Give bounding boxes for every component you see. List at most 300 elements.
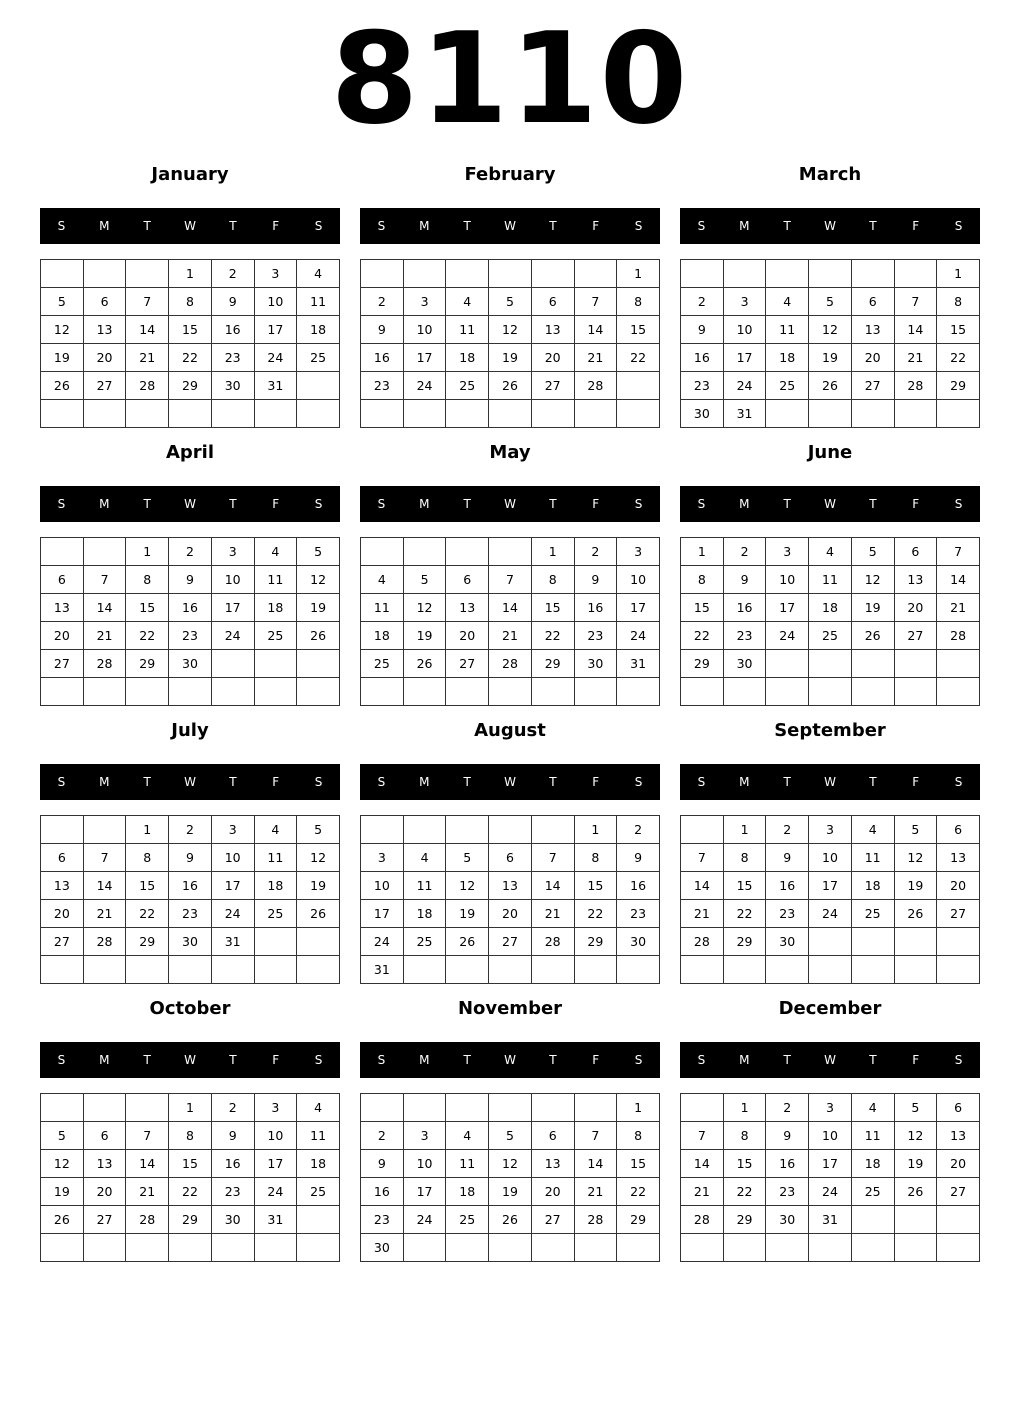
weekday-header xyxy=(360,1042,660,1078)
week-row xyxy=(41,372,340,400)
day-cell: 28 xyxy=(83,650,126,678)
day-cell: 30 xyxy=(361,1234,404,1262)
day-cell: 29 xyxy=(723,928,766,956)
day-cell: 12 xyxy=(851,566,894,594)
day-cell: 11 xyxy=(403,872,446,900)
day-cell: 26 xyxy=(894,900,937,928)
day-cell: 13 xyxy=(41,872,84,900)
day-cell: 28 xyxy=(531,928,574,956)
day-cell: 27 xyxy=(83,1206,126,1234)
day-cell: 20 xyxy=(446,622,489,650)
day-cell: 26 xyxy=(297,622,340,650)
day-cell: 2 xyxy=(361,288,404,316)
day-cell: 6 xyxy=(851,288,894,316)
day-cell: 30 xyxy=(169,650,212,678)
day-cell: 30 xyxy=(169,928,212,956)
day-cell: 23 xyxy=(211,1178,254,1206)
day-grid xyxy=(40,815,340,984)
week-row xyxy=(681,678,980,706)
day-cell: 26 xyxy=(851,622,894,650)
day-cell xyxy=(851,400,894,428)
day-cell: 24 xyxy=(403,372,446,400)
day-cell: 25 xyxy=(446,1206,489,1234)
day-cell xyxy=(126,1234,169,1262)
day-cell xyxy=(361,400,404,428)
day-cell xyxy=(937,400,980,428)
week-row xyxy=(361,928,660,956)
day-cell: 7 xyxy=(126,288,169,316)
day-cell: 29 xyxy=(681,650,724,678)
day-cell: 15 xyxy=(937,316,980,344)
day-cell: 9 xyxy=(723,566,766,594)
day-cell: 16 xyxy=(723,594,766,622)
weekday-label: S xyxy=(314,219,323,233)
weekday-label: W xyxy=(184,1053,196,1067)
day-cell xyxy=(403,1234,446,1262)
day-cell: 4 xyxy=(297,1094,340,1122)
day-cell: 26 xyxy=(297,900,340,928)
day-cell: 13 xyxy=(531,1150,574,1178)
day-cell xyxy=(169,956,212,984)
weekday-label: M xyxy=(99,497,110,511)
week-row xyxy=(361,400,660,428)
day-cell: 16 xyxy=(766,872,809,900)
weekday-label: S xyxy=(634,219,643,233)
week-row xyxy=(361,372,660,400)
day-cell xyxy=(894,260,937,288)
day-cell xyxy=(489,538,532,566)
day-cell xyxy=(809,678,852,706)
day-cell: 18 xyxy=(446,344,489,372)
day-cell: 20 xyxy=(489,900,532,928)
weekday-label: T xyxy=(869,219,877,233)
day-cell: 20 xyxy=(41,622,84,650)
day-cell: 9 xyxy=(361,1150,404,1178)
day-cell xyxy=(574,956,617,984)
month-name: September xyxy=(774,720,886,741)
day-cell xyxy=(297,650,340,678)
day-cell: 13 xyxy=(937,1122,980,1150)
day-cell: 5 xyxy=(489,288,532,316)
week-row xyxy=(681,622,980,650)
day-cell: 10 xyxy=(403,316,446,344)
day-cell xyxy=(574,260,617,288)
day-cell: 14 xyxy=(83,594,126,622)
weekday-label: T xyxy=(143,775,151,789)
day-cell: 13 xyxy=(531,316,574,344)
day-cell xyxy=(83,816,126,844)
day-cell: 5 xyxy=(489,1122,532,1150)
weekday-header xyxy=(360,764,660,800)
day-cell: 17 xyxy=(809,872,852,900)
weekday-label: W xyxy=(504,1053,516,1067)
day-cell: 27 xyxy=(531,1206,574,1234)
day-cell: 22 xyxy=(617,344,660,372)
week-row xyxy=(681,400,980,428)
day-cell xyxy=(403,816,446,844)
day-cell: 24 xyxy=(254,1178,297,1206)
day-cell: 28 xyxy=(489,650,532,678)
day-cell xyxy=(617,400,660,428)
day-cell: 25 xyxy=(446,372,489,400)
day-cell: 11 xyxy=(851,1122,894,1150)
day-cell: 10 xyxy=(723,316,766,344)
day-cell: 29 xyxy=(617,1206,660,1234)
weekday-header xyxy=(40,1042,340,1078)
day-cell xyxy=(41,816,84,844)
day-cell xyxy=(446,260,489,288)
weekday-header xyxy=(680,1042,980,1078)
weekday-label: S xyxy=(697,1053,706,1067)
week-row xyxy=(41,678,340,706)
day-cell: 29 xyxy=(531,650,574,678)
day-cell xyxy=(851,956,894,984)
day-cell: 3 xyxy=(809,1094,852,1122)
week-row xyxy=(361,1234,660,1262)
day-cell xyxy=(489,1234,532,1262)
weekday-label: S xyxy=(57,775,66,789)
weekday-label: S xyxy=(634,775,643,789)
day-cell: 15 xyxy=(126,872,169,900)
day-cell: 3 xyxy=(211,538,254,566)
day-cell xyxy=(894,956,937,984)
day-cell xyxy=(403,538,446,566)
day-cell xyxy=(83,400,126,428)
weekday-label: T xyxy=(549,497,557,511)
day-cell: 26 xyxy=(41,372,84,400)
day-cell: 29 xyxy=(126,650,169,678)
day-cell: 25 xyxy=(361,650,404,678)
day-cell: 4 xyxy=(809,538,852,566)
day-cell: 27 xyxy=(937,1178,980,1206)
day-cell: 20 xyxy=(83,344,126,372)
day-cell xyxy=(169,400,212,428)
day-cell: 11 xyxy=(446,1150,489,1178)
day-cell: 18 xyxy=(254,594,297,622)
weekday-label: S xyxy=(57,497,66,511)
day-cell: 30 xyxy=(766,1206,809,1234)
day-cell: 16 xyxy=(361,1178,404,1206)
day-cell: 18 xyxy=(851,1150,894,1178)
day-cell: 22 xyxy=(723,900,766,928)
day-cell: 9 xyxy=(574,566,617,594)
day-cell: 21 xyxy=(126,344,169,372)
weekday-header xyxy=(40,764,340,800)
day-grid xyxy=(40,537,340,706)
weekday-label: M xyxy=(419,219,430,233)
day-cell xyxy=(403,678,446,706)
day-cell: 25 xyxy=(297,1178,340,1206)
week-row xyxy=(681,538,980,566)
day-cell: 7 xyxy=(574,288,617,316)
month-name: July xyxy=(171,720,209,741)
day-cell: 12 xyxy=(41,1150,84,1178)
day-cell xyxy=(617,372,660,400)
day-cell xyxy=(531,678,574,706)
day-cell xyxy=(681,956,724,984)
day-cell: 14 xyxy=(894,316,937,344)
day-cell: 2 xyxy=(361,1122,404,1150)
day-cell: 4 xyxy=(254,816,297,844)
day-cell: 27 xyxy=(41,928,84,956)
day-cell xyxy=(361,260,404,288)
day-cell: 3 xyxy=(403,288,446,316)
week-row xyxy=(361,316,660,344)
day-cell: 31 xyxy=(617,650,660,678)
weekday-label: T xyxy=(229,1053,237,1067)
day-cell: 14 xyxy=(681,872,724,900)
day-cell: 23 xyxy=(723,622,766,650)
weekday-label: F xyxy=(592,1053,600,1067)
day-grid xyxy=(360,259,660,428)
day-cell: 5 xyxy=(894,1094,937,1122)
day-cell xyxy=(894,1206,937,1234)
day-cell: 21 xyxy=(681,900,724,928)
day-cell xyxy=(766,260,809,288)
day-cell: 8 xyxy=(617,1122,660,1150)
day-cell: 25 xyxy=(403,928,446,956)
day-cell: 6 xyxy=(83,1122,126,1150)
day-cell: 2 xyxy=(766,1094,809,1122)
day-cell: 17 xyxy=(361,900,404,928)
day-cell: 14 xyxy=(681,1150,724,1178)
day-cell: 28 xyxy=(681,1206,724,1234)
day-cell: 6 xyxy=(531,288,574,316)
day-cell: 6 xyxy=(83,288,126,316)
day-cell: 8 xyxy=(531,566,574,594)
day-cell: 1 xyxy=(681,538,724,566)
day-cell: 8 xyxy=(617,288,660,316)
day-cell: 23 xyxy=(361,1206,404,1234)
weekday-label: F xyxy=(912,497,920,511)
day-cell: 12 xyxy=(41,316,84,344)
day-cell: 16 xyxy=(766,1150,809,1178)
day-cell: 7 xyxy=(574,1122,617,1150)
day-cell: 1 xyxy=(531,538,574,566)
day-cell xyxy=(361,816,404,844)
day-cell: 19 xyxy=(446,900,489,928)
day-cell: 24 xyxy=(254,344,297,372)
week-row xyxy=(681,844,980,872)
weekday-label: T xyxy=(869,497,877,511)
day-grid xyxy=(680,259,980,428)
day-cell: 3 xyxy=(403,1122,446,1150)
day-cell: 2 xyxy=(766,816,809,844)
weekday-label: M xyxy=(739,497,750,511)
day-cell: 1 xyxy=(937,260,980,288)
day-cell: 6 xyxy=(937,816,980,844)
week-row xyxy=(361,1178,660,1206)
day-cell: 6 xyxy=(41,566,84,594)
week-row xyxy=(41,1122,340,1150)
day-cell xyxy=(297,678,340,706)
day-cell: 1 xyxy=(574,816,617,844)
weekday-label: W xyxy=(504,775,516,789)
day-cell: 25 xyxy=(254,622,297,650)
weekday-label: S xyxy=(954,775,963,789)
month-name: October xyxy=(149,998,231,1019)
day-cell: 18 xyxy=(809,594,852,622)
day-cell xyxy=(531,816,574,844)
weekday-label: T xyxy=(463,1053,471,1067)
day-cell: 7 xyxy=(937,538,980,566)
month-name: August xyxy=(474,720,546,741)
day-cell: 15 xyxy=(574,872,617,900)
day-cell xyxy=(574,400,617,428)
weekday-label: S xyxy=(697,775,706,789)
day-cell xyxy=(894,678,937,706)
week-row xyxy=(681,928,980,956)
day-cell xyxy=(723,1234,766,1262)
day-cell xyxy=(361,1094,404,1122)
day-cell xyxy=(126,1094,169,1122)
day-cell: 21 xyxy=(126,1178,169,1206)
day-cell: 10 xyxy=(211,566,254,594)
day-cell xyxy=(574,1094,617,1122)
day-cell: 30 xyxy=(681,400,724,428)
day-cell: 13 xyxy=(83,1150,126,1178)
day-cell: 2 xyxy=(169,538,212,566)
day-cell xyxy=(361,538,404,566)
day-cell: 21 xyxy=(681,1178,724,1206)
day-cell: 16 xyxy=(681,344,724,372)
day-cell: 18 xyxy=(446,1178,489,1206)
day-cell: 23 xyxy=(574,622,617,650)
weekday-label: W xyxy=(824,497,836,511)
day-cell: 24 xyxy=(617,622,660,650)
day-cell: 2 xyxy=(681,288,724,316)
day-cell: 17 xyxy=(809,1150,852,1178)
day-cell: 11 xyxy=(766,316,809,344)
day-cell: 24 xyxy=(723,372,766,400)
day-cell: 16 xyxy=(617,872,660,900)
day-cell: 14 xyxy=(126,1150,169,1178)
week-row xyxy=(361,844,660,872)
weekday-label: S xyxy=(377,219,386,233)
day-cell xyxy=(169,1234,212,1262)
day-cell: 9 xyxy=(169,566,212,594)
weekday-label: T xyxy=(463,219,471,233)
day-cell: 15 xyxy=(723,1150,766,1178)
day-cell: 26 xyxy=(489,372,532,400)
day-cell: 12 xyxy=(489,316,532,344)
weekday-label: T xyxy=(463,775,471,789)
day-grid xyxy=(40,1093,340,1262)
day-cell: 7 xyxy=(126,1122,169,1150)
day-cell: 4 xyxy=(851,816,894,844)
weekday-label: S xyxy=(697,497,706,511)
weekday-label: W xyxy=(824,219,836,233)
day-cell: 27 xyxy=(937,900,980,928)
day-cell: 4 xyxy=(851,1094,894,1122)
day-cell: 22 xyxy=(126,900,169,928)
day-cell xyxy=(41,1234,84,1262)
day-cell: 30 xyxy=(766,928,809,956)
day-cell: 19 xyxy=(489,1178,532,1206)
day-cell: 23 xyxy=(617,900,660,928)
day-cell: 7 xyxy=(531,844,574,872)
day-cell: 9 xyxy=(211,1122,254,1150)
day-cell: 26 xyxy=(809,372,852,400)
day-cell: 9 xyxy=(169,844,212,872)
day-cell: 22 xyxy=(126,622,169,650)
day-cell xyxy=(41,538,84,566)
day-cell: 2 xyxy=(723,538,766,566)
day-cell: 24 xyxy=(403,1206,446,1234)
month-name: May xyxy=(489,442,531,463)
day-cell: 11 xyxy=(809,566,852,594)
day-grid xyxy=(40,259,340,428)
day-cell: 22 xyxy=(169,344,212,372)
day-cell xyxy=(894,1234,937,1262)
month-name: December xyxy=(778,998,882,1019)
day-cell: 15 xyxy=(617,1150,660,1178)
week-row xyxy=(681,260,980,288)
day-cell: 28 xyxy=(681,928,724,956)
day-cell: 14 xyxy=(531,872,574,900)
weekday-label: W xyxy=(184,775,196,789)
week-row xyxy=(681,872,980,900)
day-cell: 6 xyxy=(489,844,532,872)
week-row xyxy=(681,372,980,400)
month-name: January xyxy=(151,164,229,185)
week-row xyxy=(41,872,340,900)
day-cell xyxy=(489,678,532,706)
day-cell: 1 xyxy=(617,1094,660,1122)
day-cell xyxy=(446,678,489,706)
day-cell xyxy=(297,372,340,400)
weekday-label: F xyxy=(272,775,280,789)
day-cell xyxy=(446,956,489,984)
weekday-label: T xyxy=(143,219,151,233)
day-cell xyxy=(83,1094,126,1122)
week-row xyxy=(681,594,980,622)
day-cell xyxy=(809,956,852,984)
day-cell: 23 xyxy=(681,372,724,400)
day-cell: 19 xyxy=(809,344,852,372)
weekday-header xyxy=(40,486,340,522)
week-row xyxy=(361,872,660,900)
day-cell: 2 xyxy=(574,538,617,566)
week-row xyxy=(361,288,660,316)
day-cell: 21 xyxy=(83,900,126,928)
day-cell xyxy=(723,260,766,288)
day-cell: 12 xyxy=(894,1122,937,1150)
day-cell xyxy=(211,400,254,428)
day-cell: 27 xyxy=(894,622,937,650)
day-cell: 18 xyxy=(851,872,894,900)
day-cell: 10 xyxy=(809,844,852,872)
day-cell xyxy=(211,678,254,706)
weekday-label: M xyxy=(419,1053,430,1067)
day-cell xyxy=(83,678,126,706)
day-cell xyxy=(851,650,894,678)
day-cell xyxy=(254,400,297,428)
day-cell xyxy=(297,400,340,428)
day-cell: 16 xyxy=(169,594,212,622)
day-cell xyxy=(489,400,532,428)
day-cell: 3 xyxy=(361,844,404,872)
weekday-label: T xyxy=(229,497,237,511)
day-cell: 7 xyxy=(83,566,126,594)
day-cell: 7 xyxy=(681,1122,724,1150)
day-cell: 24 xyxy=(809,900,852,928)
week-row xyxy=(361,538,660,566)
day-cell: 12 xyxy=(403,594,446,622)
day-cell: 30 xyxy=(211,372,254,400)
weekday-label: W xyxy=(184,219,196,233)
day-cell xyxy=(126,260,169,288)
